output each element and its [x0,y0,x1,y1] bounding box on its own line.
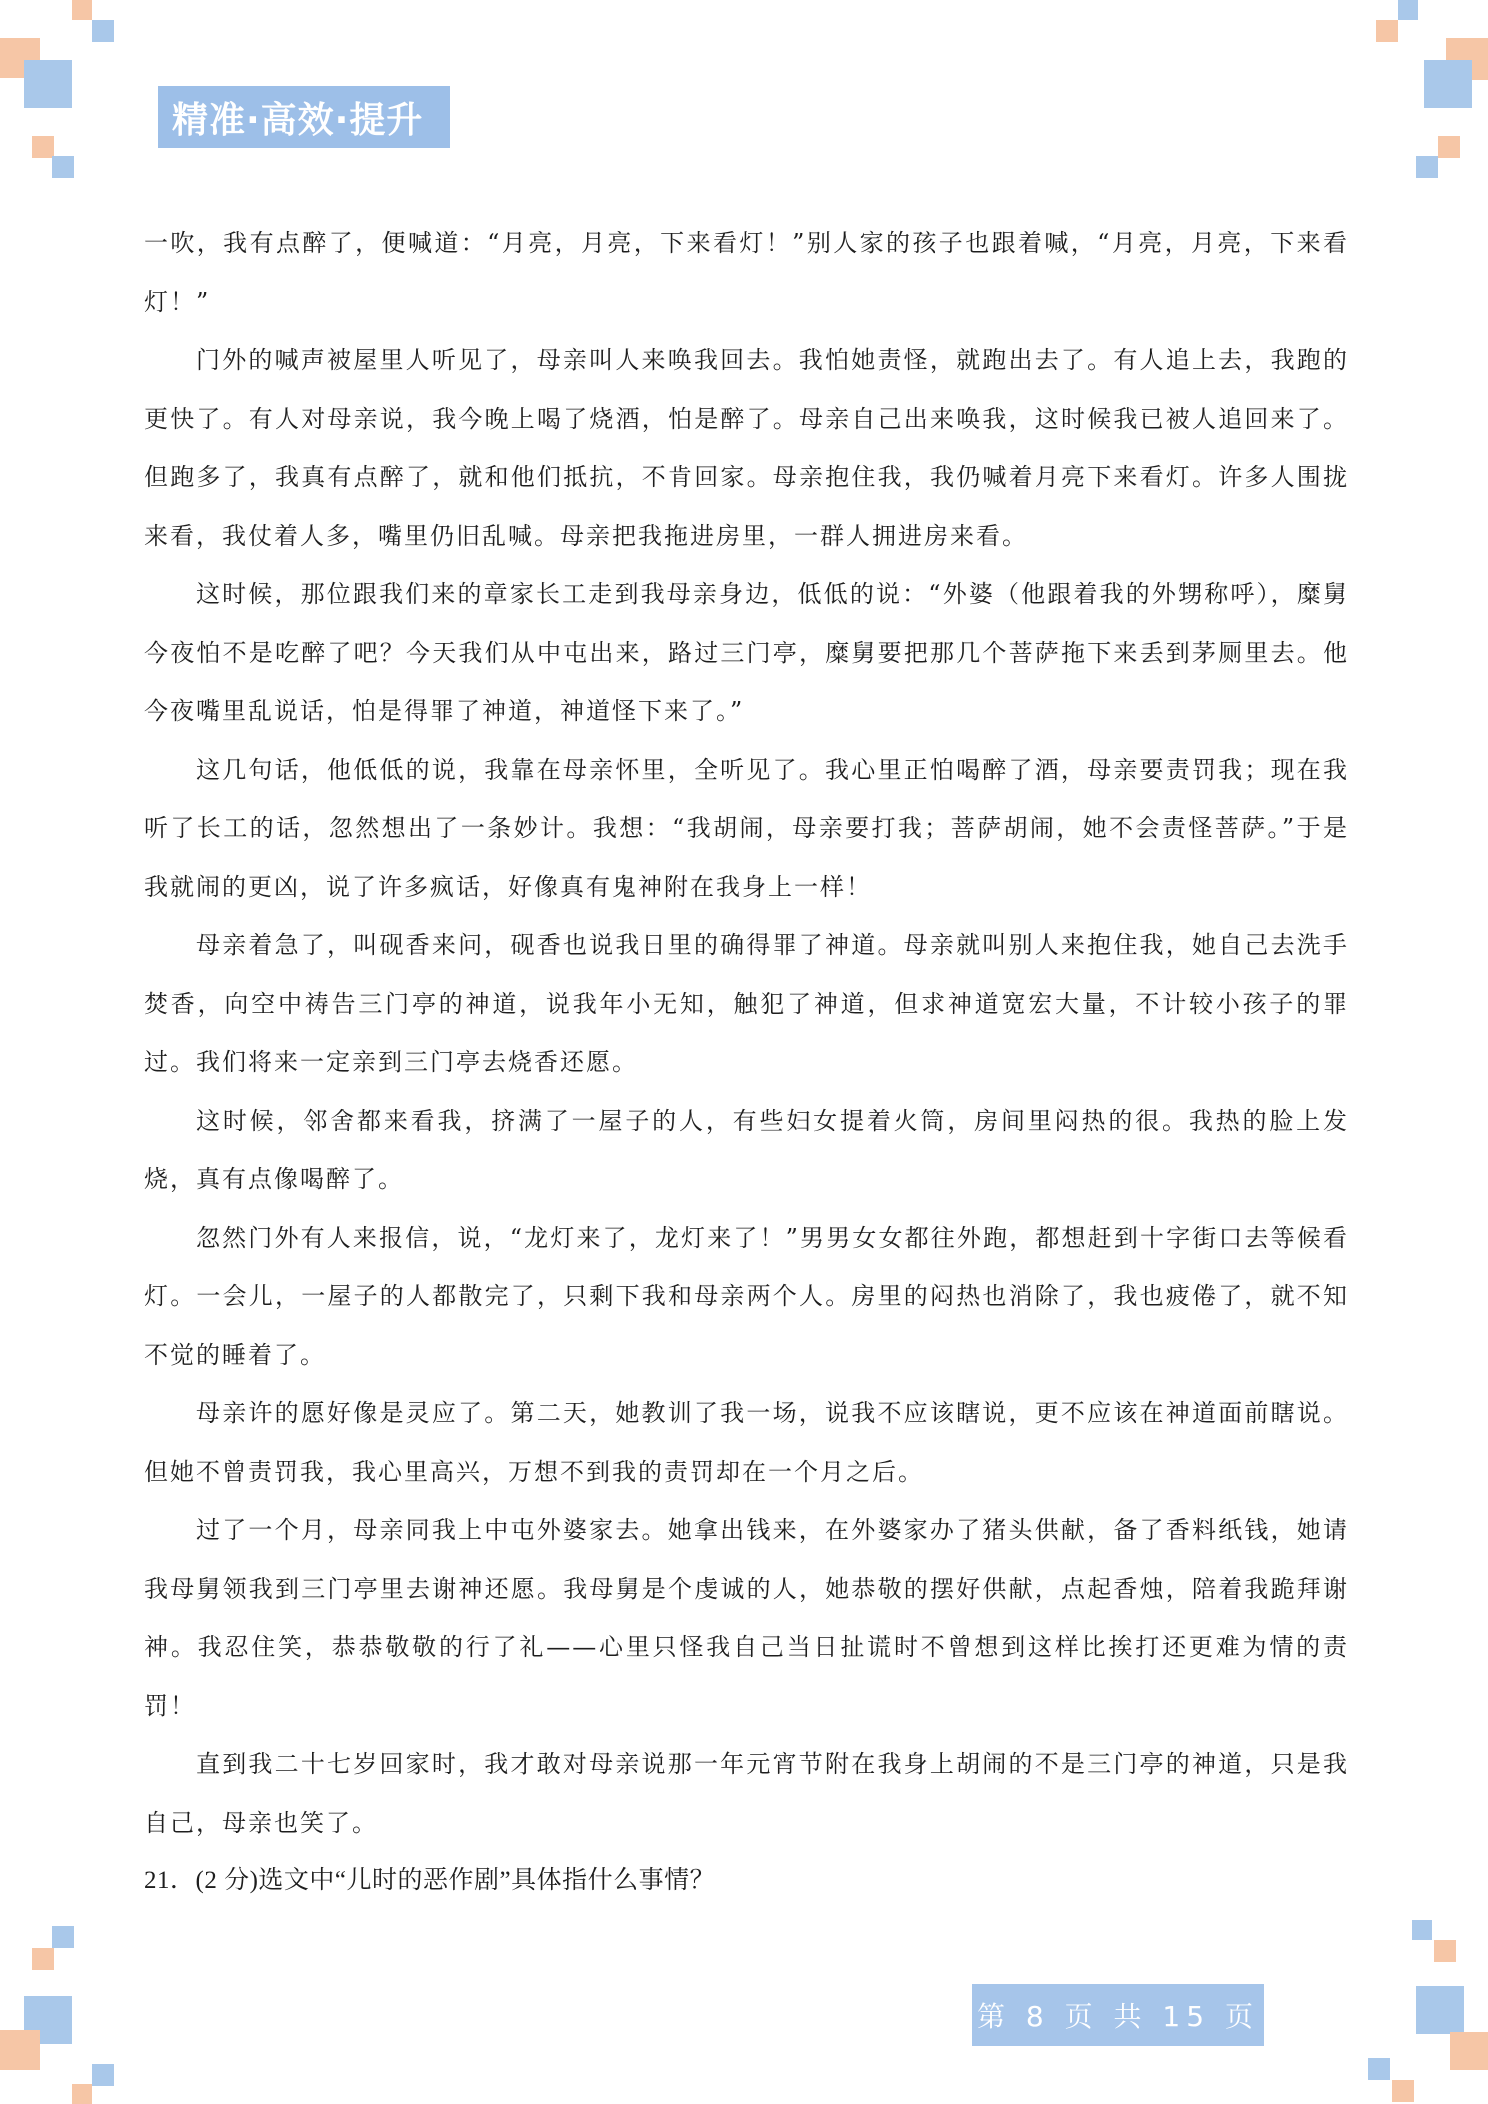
article-body [144,214,1349,1911]
paragraph: 一吹，我有点醉了，便喊道：“月亮，月亮，下来看灯！”别人家的孩子也跟着喊，“月亮，月亮，下来看灯！” [144,229,1349,316]
paragraph: 这时候，邻舍都来看我，挤满了一屋子的人，有些妇女提着火筒，房间里闷热的很。我热的脸上发烧，真有点像喝醉了。 [144,1106,1349,1193]
paragraph: 这时候，那位跟我们来的章家长工走到我母亲身边，低低的说：“外婆（他跟着我的外甥称呼），糜舅今夜怕不是吃醉了吧？今天我们从中屯出来，路过三门亭，糜舅要把那几个菩萨拖下来丢到茅厕里去。他今夜嘴里乱说话，怕是得罪了神道，神道怪下来了。” [144,580,1349,725]
header-badge-text: 精准·高效·提升 [172,99,424,141]
paragraph: 母亲着急了，叫砚香来问，砚香也说我日里的确得罪了神道。母亲就叫别人来抱住我，她自己去洗手焚香，向空中祷告三门亭的神道，说我年小无知，触犯了神道，但求神道宽宏大量，不计较小孩子的罪过。我们将来一定亲到三门亭去烧香还愿。 [144,931,1349,1076]
page-indicator [972,1984,1264,2046]
paragraph: 过了一个月，母亲同我上中屯外婆家去。她拿出钱来，在外婆家办了猪头供献，备了香料纸钱，她请我母舅领我到三门亭里去谢神还愿。我母舅是个虔诚的人，她恭敬的摆好供献，点起香烛，陪着我跪拜谢神。我忍住笑，恭恭敬敬的行了礼——心里只怪我自己当日扯谎时不曾想到这样比挨打还更难为情的责罚！ [144,1516,1349,1720]
paragraph: 直到我二十七岁回家时，我才敢对母亲说那一年元宵节附在我身上胡闹的不是三门亭的神道，只是我自己，母亲也笑了。 [144,1750,1349,1837]
header-badge [158,86,450,148]
question-21: 21．(2 分)选文中“儿时的恶作剧”具体指什么事情？ [144,1867,716,1894]
paragraph: 这几句话，他低低的说，我靠在母亲怀里，全听见了。我心里正怕喝醉了酒，母亲要责罚我；现在我听了长工的话，忽然想出了一条妙计。我想：“我胡闹，母亲要打我；菩萨胡闹，她不会责怪菩萨。”于是我就闹的更凶，说了许多疯话，好像真有鬼神附在我身上一样！ [144,755,1349,901]
paragraph: 门外的喊声被屋里人听见了，母亲叫人来唤我回去。我怕她责怪，就跑出去了。有人追上去，我跑的更快了。有人对母亲说，我今晚上喝了烧酒，怕是醉了。母亲自己出来唤我，这时候我已被人追回来了。但跑多了，我真有点醉了，就和他们抵抗，不肯回家。母亲抱住我，我仍喊着月亮下来看灯。许多人围拢来看，我仗着人多，嘴里仍旧乱喊。母亲把我拖进房里，一群人拥进房来看。 [144,346,1349,550]
paragraph: 母亲许的愿好像是灵应了。第二天，她教训了我一场，说我不应该瞎说，更不应该在神道面前瞎说。但她不曾责罚我，我心里高兴，万想不到我的责罚却在一个月之后。 [144,1399,1349,1486]
paragraph: 忽然门外有人来报信，说，“龙灯来了，龙灯来了！”男男女女都往外跑，都想赶到十字街口去等候看灯。一会儿，一屋子的人都散完了，只剩下我和母亲两个人。房里的闷热也消除了，我也疲倦了，就不知不觉的睡着了。 [144,1223,1349,1369]
page-indicator-text: 第 8 页 共 15 页 [977,2000,1259,2033]
